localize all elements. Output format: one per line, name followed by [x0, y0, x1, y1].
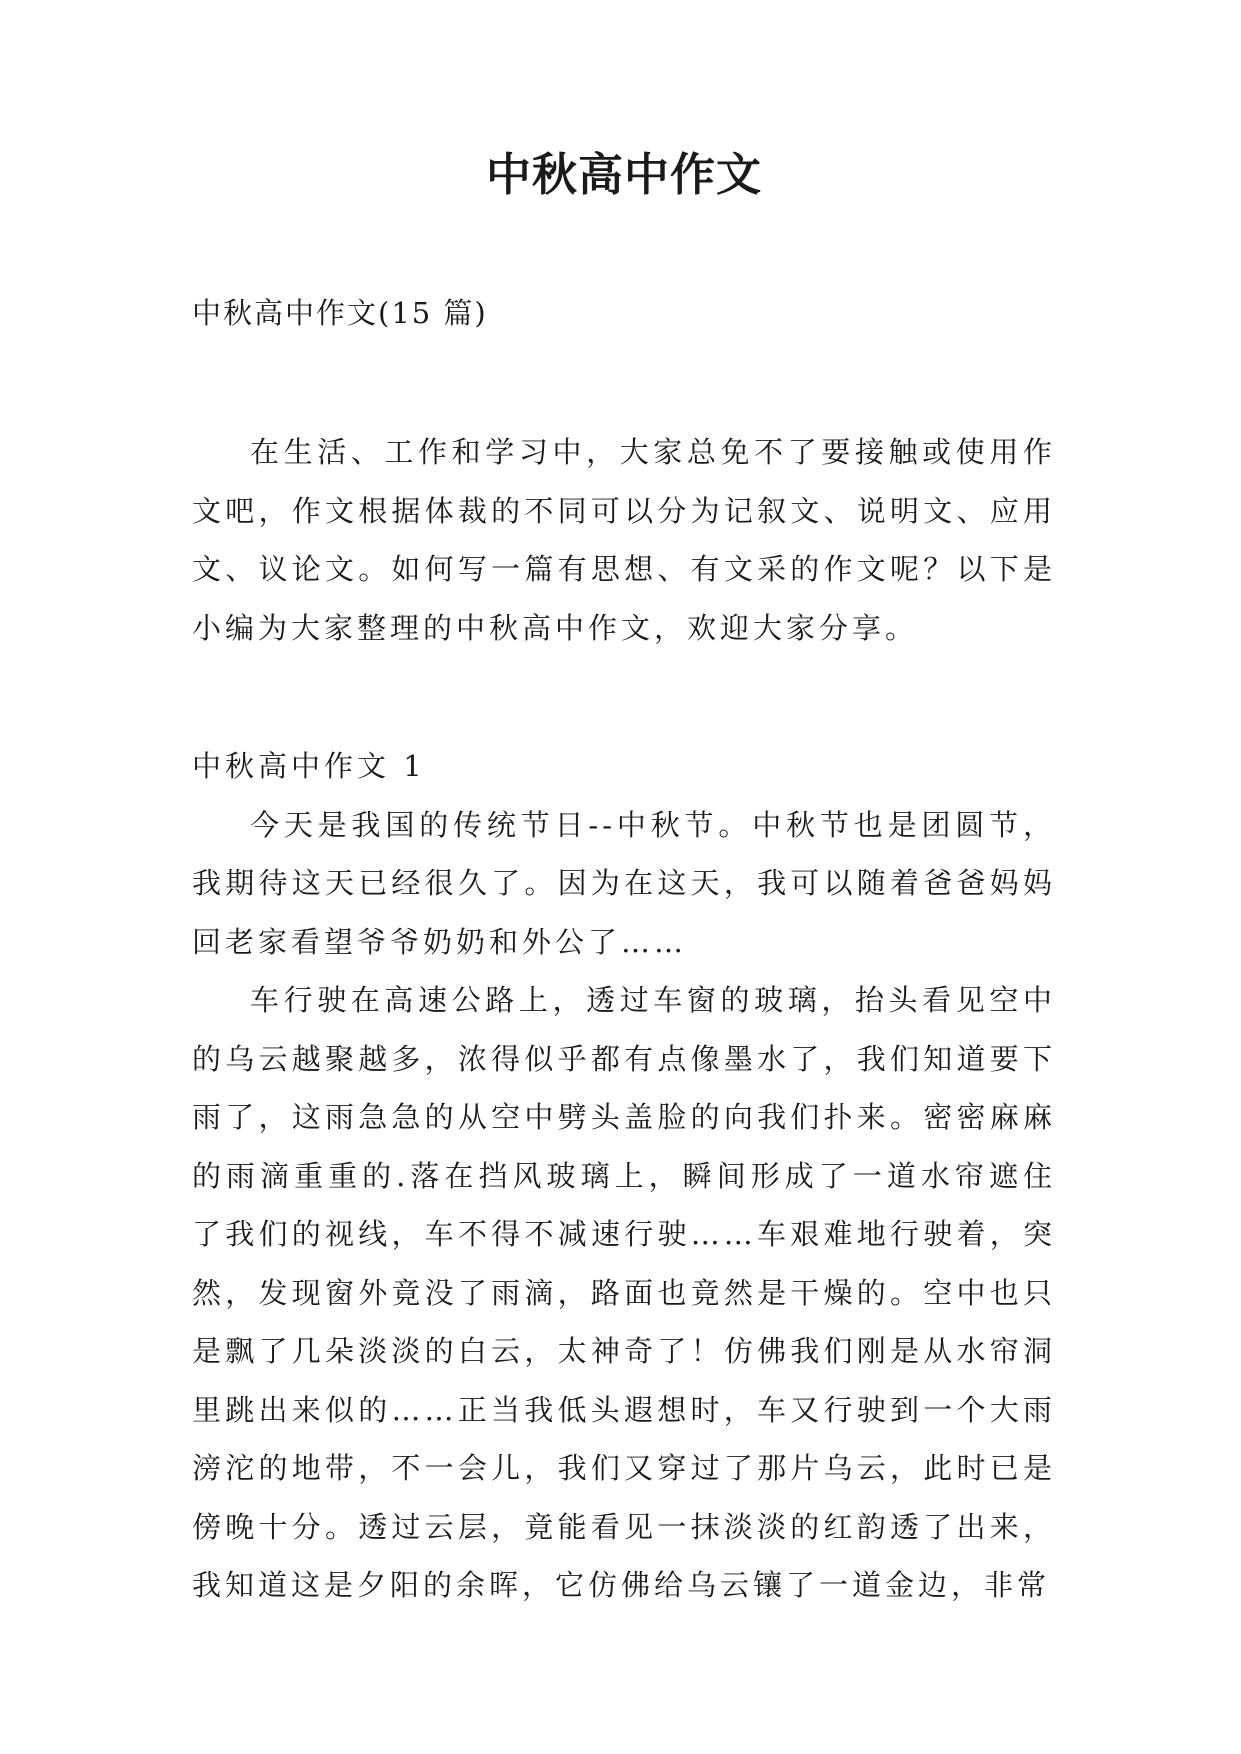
page-title: 中秋高中作文 [485, 148, 762, 201]
section-heading: 中秋高中作文 1 [192, 749, 426, 783]
document-body [192, 145, 1056, 1615]
document-subtitle: 中秋高中作文(15 篇) [192, 296, 488, 330]
body-paragraph: 今天是我国的传统节日--中秋节。中秋节也是团圆节，我期待这天已经很久了。因为在这天，我可以随着爸爸妈妈回老家看望爷爷奶奶和外公了…… [192, 807, 1056, 959]
intro-paragraph: 在生活、工作和学习中，大家总免不了要接触或使用作文吧，作文根据体裁的不同可以分为记叙文、说明文、应用文、议论文。如何写一篇有思想、有文采的作文呢？以下是小编为大家整理的中秋高中作文，欢迎大家分享。 [192, 435, 1056, 645]
body-paragraph: 车行驶在高速公路上，透过车窗的玻璃，抬头看见空中的乌云越聚越多，浓得似乎都有点像墨水了，我们知道要下雨了，这雨急急的从空中劈头盖脸的向我们扑来。密密麻麻的雨滴重重的.落在挡风玻璃上，瞬间形成了一道水帘遮住了我们的视线，车不得不减速行驶……车艰难地行驶着，突然，发现窗外竟没了雨滴，路面也竟然是干燥的。空中也只是飘了几朵淡淡的白云，太神奇了！仿佛我们刚是从水帘洞里跳出来似的……正当我低头遐想时，车又行驶到一个大雨滂沱的地带，不一会儿，我们又穿过了那片乌云，此时已是傍晚十分。透过云层，竟能看见一抹淡淡的红韵透了出来，我知道这是夕阳的余晖，它仿佛给乌云镶了一道金边，非常 [192, 983, 1056, 1602]
essay-section [192, 737, 1056, 1615]
